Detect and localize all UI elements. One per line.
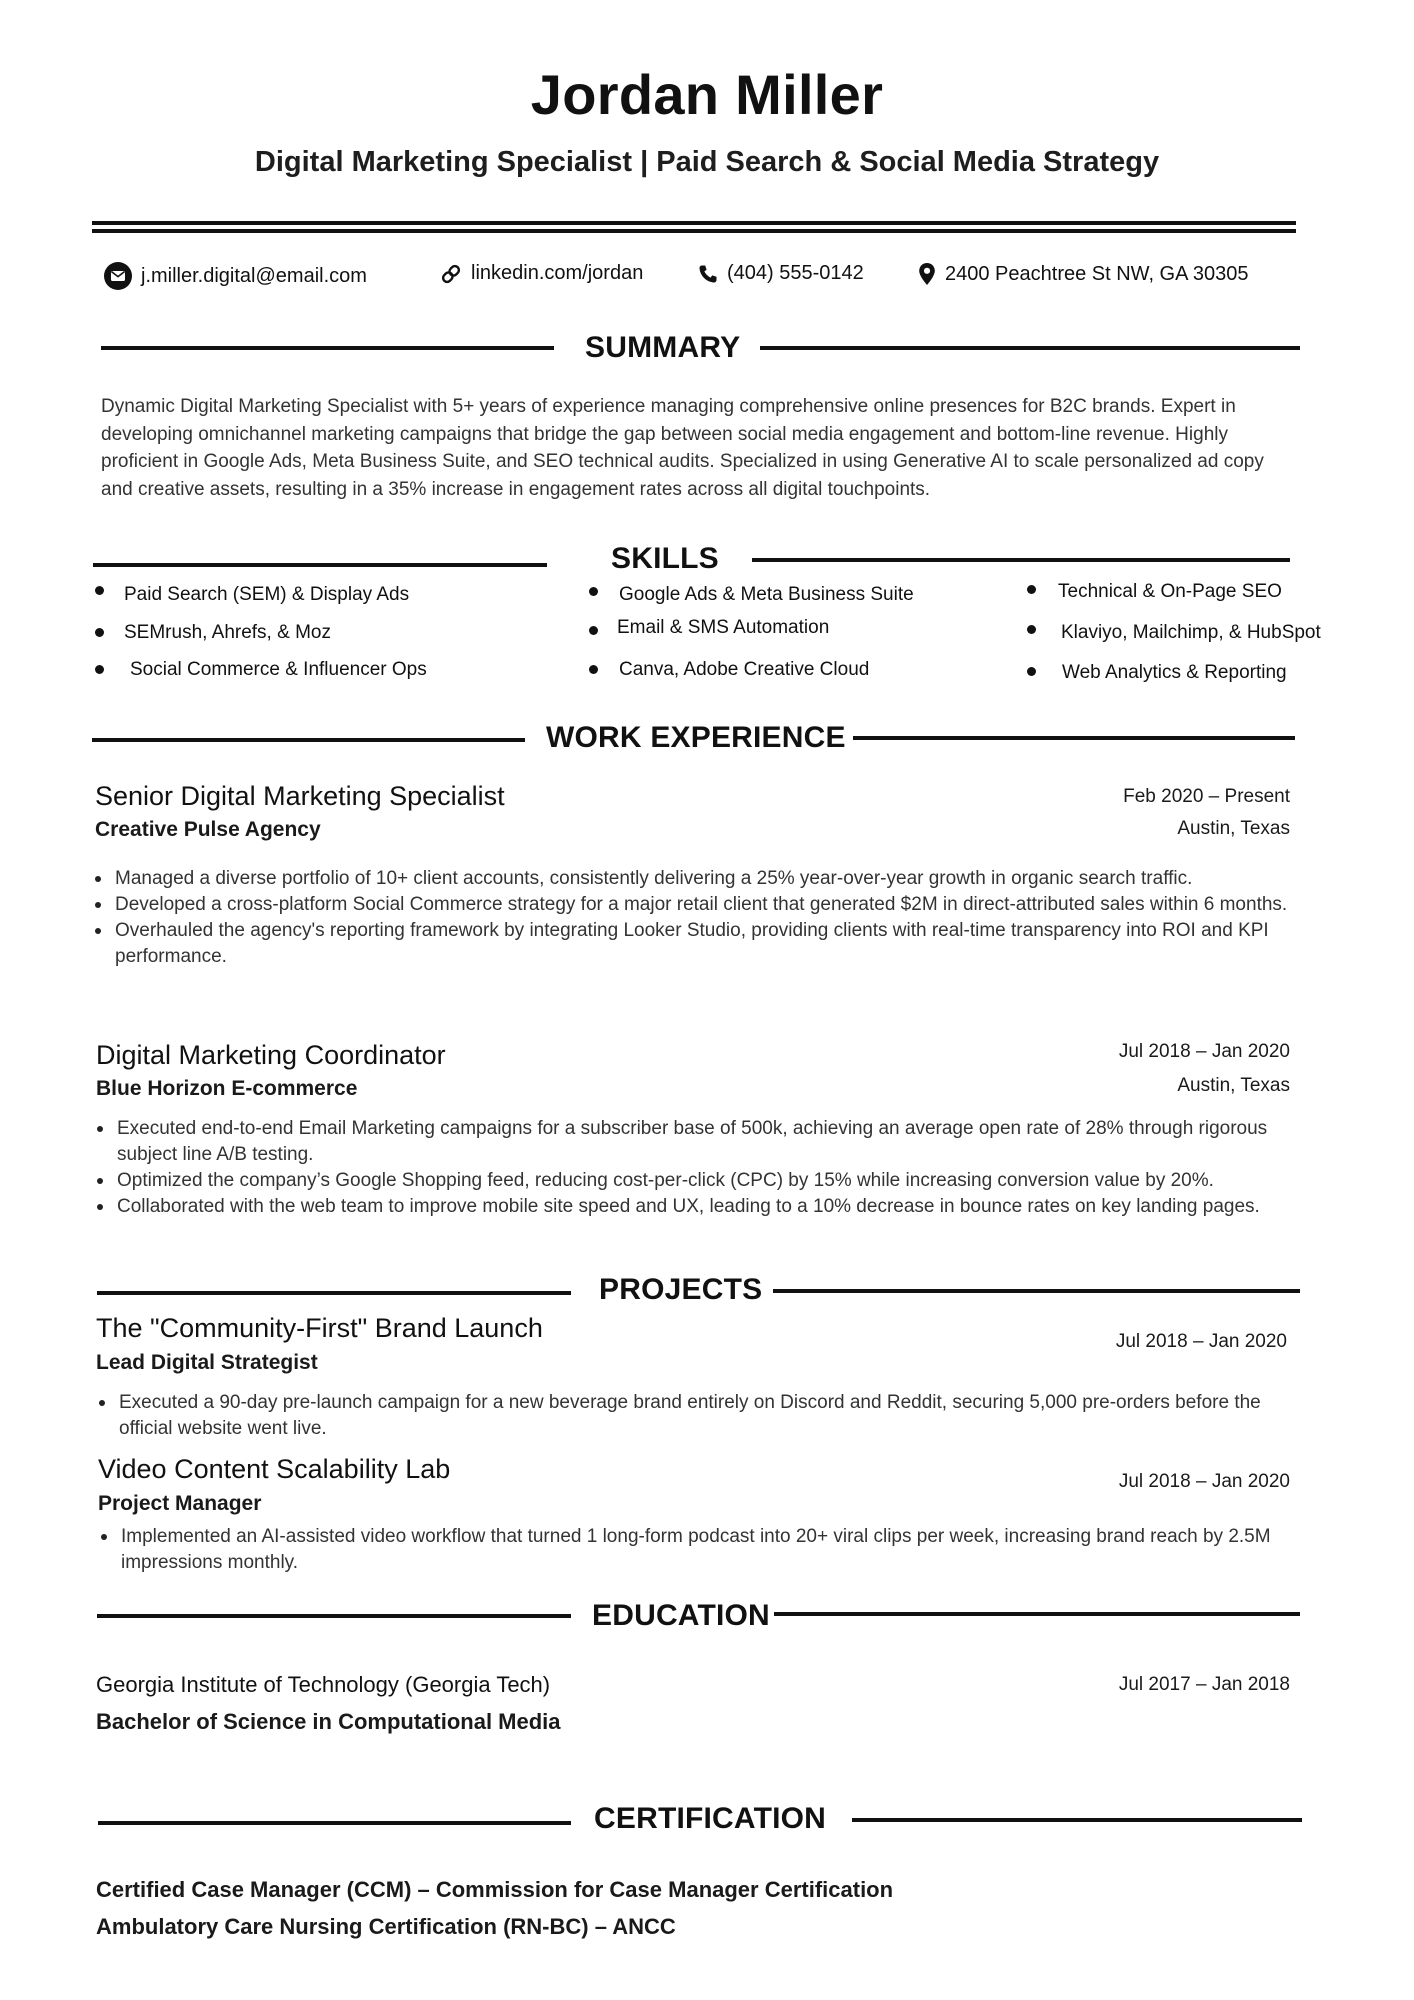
job-bullets: [97, 1116, 1312, 1220]
project-dates: Jul 2018 – Jan 2020: [1115, 1331, 1287, 1352]
job-location: Austin, Texas: [1177, 1075, 1290, 1096]
summary-rule-right: [760, 346, 1300, 350]
job-title: Digital Marketing Coordinator: [96, 1040, 446, 1070]
section-title-education: EDUCATION: [592, 1599, 770, 1632]
list-item: Developed a cross-platform Social Commerce strategy for a major retail client that generated $2M in direct-attributed sales within 6 months.: [95, 892, 1300, 918]
certification-item: Certified Case Manager (CCM) – Commission for Case Manager Certification: [96, 1877, 894, 1902]
project-title: The "Community-First" Brand Launch: [96, 1313, 543, 1343]
list-item: Implemented an AI-assisted video workflow that turned 1 long-form podcast into 20+ viral clips per week, increasing brand reach by 2.5M impressions monthly.: [101, 1524, 1316, 1576]
candidate-name: Jordan Miller: [530, 63, 884, 126]
certification-rule-left: [98, 1821, 571, 1825]
skill-item: SEMrush, Ahrefs, & Moz: [124, 622, 331, 644]
contact-linkedin-text: linkedin.com/jordan: [471, 262, 644, 284]
bullet-icon: [589, 665, 598, 674]
skills-rule-left: [93, 563, 547, 567]
education-dates: Jul 2017 – Jan 2018: [1118, 1674, 1290, 1695]
education-degree: Bachelor of Science in Computational Media: [96, 1709, 561, 1734]
header-rule-top: [92, 221, 1296, 225]
education-rule-left: [97, 1614, 571, 1618]
contact-email[interactable]: [104, 262, 367, 290]
list-item: Managed a diverse portfolio of 10+ client accounts, consistently delivering a 25% year-over-year growth in organic search traffic.: [95, 866, 1300, 892]
list-item: Optimized the company’s Google Shopping feed, reducing cost-per-click (CPC) by 15% while increasing conversion value by 20%.: [97, 1168, 1312, 1194]
job-dates: Feb 2020 – Present: [1123, 786, 1290, 807]
list-item: Executed end-to-end Email Marketing campaigns for a subscriber base of 500k, achieving an average open rate of 28% through rigorous subject line A/B testing.: [97, 1116, 1312, 1168]
certification-rule-right: [852, 1818, 1302, 1822]
header-rule-bottom: [92, 229, 1296, 233]
education-school: Georgia Institute of Technology (Georgia Tech): [96, 1672, 551, 1697]
section-title-skills: SKILLS: [611, 542, 719, 575]
contact-address-text: 2400 Peachtree St NW, GA 30305: [945, 262, 1249, 285]
project-dates: Jul 2018 – Jan 2020: [1118, 1471, 1290, 1492]
education-rule-right: [774, 1612, 1300, 1616]
project-title: Video Content Scalability Lab: [98, 1454, 451, 1484]
project-role: Project Manager: [98, 1492, 262, 1515]
job-dates: Jul 2018 – Jan 2020: [1118, 1041, 1290, 1062]
skill-item: Google Ads & Meta Business Suite: [619, 584, 914, 606]
skill-item: Technical & On-Page SEO: [1058, 581, 1282, 603]
contact-address: [918, 262, 1249, 286]
candidate-headline: Digital Marketing Specialist | Paid Search & Social Media Strategy: [254, 146, 1160, 178]
experience-rule-left: [92, 738, 525, 742]
map-pin-icon: [918, 262, 936, 286]
section-title-summary: SUMMARY: [585, 331, 741, 364]
summary-rule-left: [101, 346, 554, 350]
job-company: Creative Pulse Agency: [95, 818, 321, 841]
project-bullets: [101, 1524, 1316, 1576]
section-title-projects: PROJECTS: [599, 1273, 763, 1306]
job-title: Senior Digital Marketing Specialist: [95, 781, 505, 811]
phone-icon: [698, 264, 718, 284]
section-title-experience: WORK EXPERIENCE: [546, 721, 846, 754]
projects-rule-right: [773, 1289, 1300, 1293]
experience-rule-right: [853, 736, 1295, 740]
projects-rule-left: [97, 1291, 571, 1295]
job-location: Austin, Texas: [1177, 818, 1290, 839]
project-role: Lead Digital Strategist: [96, 1351, 318, 1374]
bullet-icon: [1027, 667, 1036, 676]
skill-item: Social Commerce & Influencer Ops: [130, 659, 427, 681]
bullet-icon: [95, 628, 104, 637]
skill-item: Klaviyo, Mailchimp, & HubSpot: [1061, 622, 1321, 644]
bullet-icon: [1027, 625, 1036, 634]
bullet-icon: [589, 587, 598, 596]
skill-item: Email & SMS Automation: [617, 617, 829, 639]
link-icon: [440, 263, 462, 285]
job-company: Blue Horizon E-commerce: [96, 1077, 358, 1100]
skill-item: Web Analytics & Reporting: [1062, 662, 1287, 684]
contact-linkedin[interactable]: [440, 262, 643, 285]
list-item: Collaborated with the web team to improve mobile site speed and UX, leading to a 10% decrease in bounce rates on key landing pages.: [97, 1194, 1312, 1220]
project-bullets: [99, 1390, 1294, 1442]
bullet-icon: [95, 586, 104, 595]
job-bullets: [95, 866, 1300, 970]
list-item: Overhauled the agency's reporting framework by integrating Looker Studio, providing clients with real-time transparency into ROI and KPI performance.: [95, 918, 1300, 970]
summary-text: Dynamic Digital Marketing Specialist with 5+ years of experience managing comprehensive online presences for B2C brands. Expert in developing omnichannel marketing campaigns that bridge the gap between social media engagement and bottom-line revenue. Highly proficient in Google Ads, Meta Business Suite, and SEO technical audits. Specialized in using Generative AI to scale personalized ad copy and creative assets, resulting in a 35% increase in engagement rates across all digital touchpoints.: [101, 396, 1264, 500]
contact-phone[interactable]: [698, 262, 864, 285]
contact-phone-text: (404) 555-0142: [727, 262, 864, 284]
envelope-icon: [104, 262, 132, 290]
skills-rule-right: [752, 558, 1290, 562]
list-item: Executed a 90-day pre-launch campaign for a new beverage brand entirely on Discord and Reddit, securing 5,000 pre-orders before the official website went live.: [99, 1390, 1294, 1442]
skill-item: Canva, Adobe Creative Cloud: [619, 659, 869, 681]
bullet-icon: [1027, 585, 1036, 594]
bullet-icon: [589, 626, 598, 635]
certification-item: Ambulatory Care Nursing Certification (RN-BC) – ANCC: [96, 1914, 676, 1939]
section-title-certification: CERTIFICATION: [594, 1802, 827, 1835]
skill-item: Paid Search (SEM) & Display Ads: [124, 584, 409, 606]
contact-email-text: j.miller.digital@email.com: [141, 264, 367, 287]
bullet-icon: [95, 665, 104, 674]
